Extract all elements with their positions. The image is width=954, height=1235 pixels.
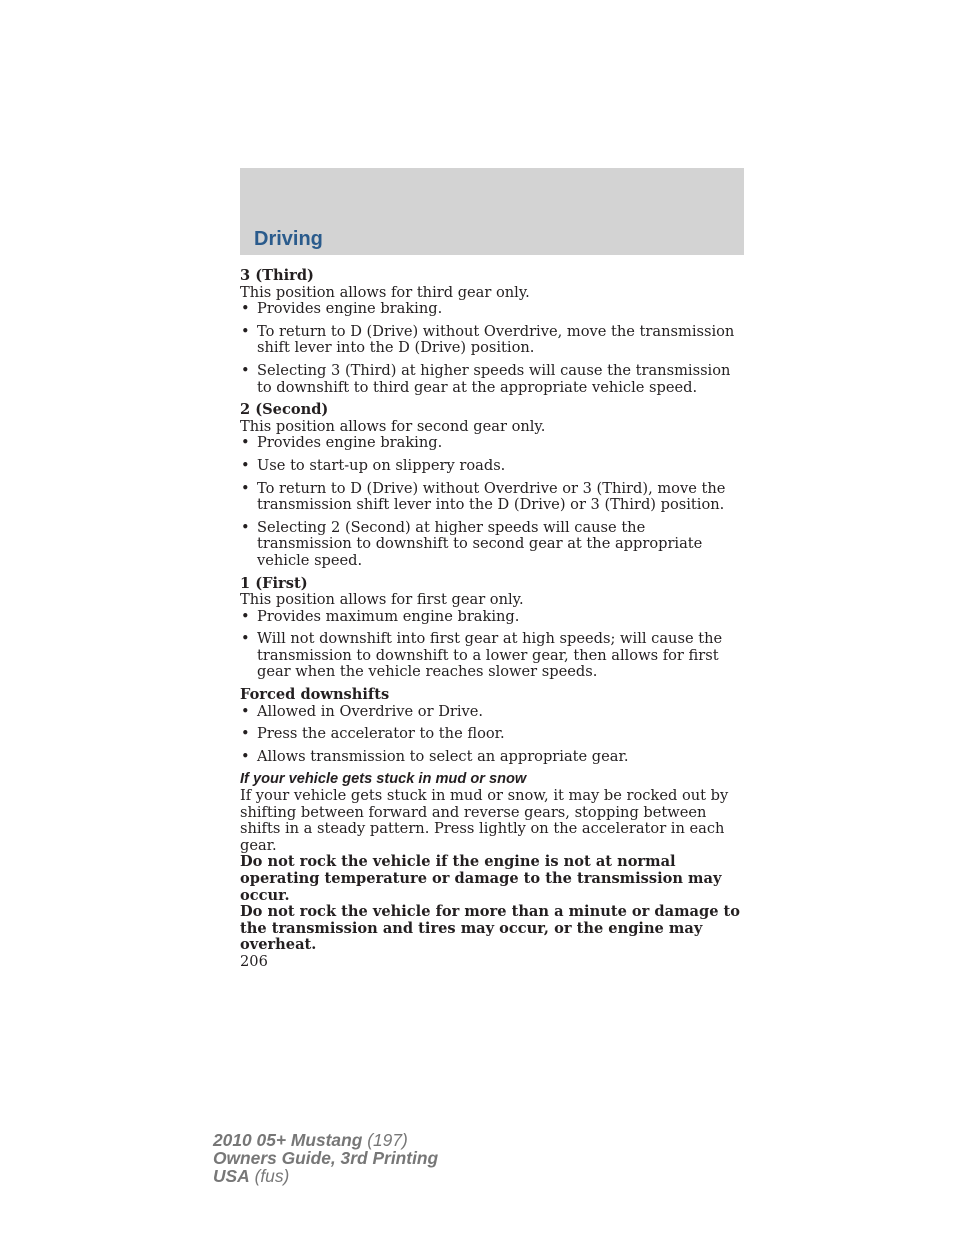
bullet-dot-icon: • bbox=[241, 479, 250, 497]
subsection-heading: If your vehicle gets stuck in mud or snow bbox=[240, 771, 527, 788]
section-intro: This position allows for third gear only. bbox=[240, 283, 530, 301]
bullet-item: • Allowed in Overdrive or Drive. bbox=[241, 702, 484, 720]
bullet-dot-icon: • bbox=[241, 725, 250, 743]
section-heading: 3 (Third) bbox=[240, 267, 314, 284]
section-stuck-in-mud bbox=[240, 771, 744, 954]
bullet-dot-icon: • bbox=[241, 702, 250, 720]
bullet-item: • Will not downshift into first gear at high speeds; will cause the transmission to downshift to a lower gear, then allows for first gear when the vehicle reaches slower speeds. bbox=[241, 630, 723, 681]
mud-body-text: If your vehicle gets stuck in mud or snow, it may be rocked out by shifting between forward and reverse gears, stopping between shifts in a steady pattern. Press lightly on the accelerator in each gear. bbox=[240, 787, 729, 854]
bullet-item: • Provides maximum engine braking. bbox=[241, 607, 520, 625]
bullet-item: • Provides engine braking. bbox=[241, 434, 443, 452]
bullet-dot-icon: • bbox=[241, 747, 250, 765]
bullet-dot-icon: • bbox=[241, 322, 250, 340]
page-content bbox=[240, 268, 744, 971]
bullet-dot-icon: • bbox=[241, 607, 250, 625]
section-heading: 1 (First) bbox=[240, 574, 308, 592]
bullet-dot-icon: • bbox=[241, 434, 250, 452]
footer-line-guide: Owners Guide, 3rd Printing bbox=[213, 1148, 439, 1168]
section-intro: This position allows for first gear only. bbox=[240, 591, 524, 609]
warning-text: Do not rock the vehicle for more than a minute or damage to the transmission and tires may occur, or the engine may overheat. bbox=[240, 903, 741, 954]
bullet-item: • Press the accelerator to the floor. bbox=[241, 725, 505, 743]
section-intro: This position allows for second gear only. bbox=[240, 417, 546, 435]
bullet-dot-icon: • bbox=[241, 300, 250, 318]
bullet-item: • To return to D (Drive) without Overdrive or 3 (Third), move the transmission shift lever into the D (Drive) or 3 (Third) position. bbox=[241, 479, 726, 514]
bullet-dot-icon: • bbox=[241, 361, 250, 379]
section-heading: Forced downshifts bbox=[240, 686, 390, 704]
bullet-dot-icon: • bbox=[241, 456, 250, 474]
page-number: 206 bbox=[240, 952, 268, 970]
section-header-band bbox=[240, 168, 744, 255]
section-heading: 2 (Second) bbox=[240, 401, 329, 419]
section-first-gear bbox=[240, 576, 744, 682]
section-second-gear bbox=[240, 402, 744, 569]
warning-text: Do not rock the vehicle if the engine is not at normal operating temperature or damage to the transmission may occur. bbox=[240, 853, 722, 904]
bullet-item: • Use to start-up on slippery roads. bbox=[241, 456, 506, 474]
section-third-gear bbox=[240, 268, 744, 396]
section-title: Driving bbox=[254, 228, 323, 250]
bullet-item: • To return to D (Drive) without Overdrive, move the transmission shift lever into the D (Drive) position. bbox=[241, 322, 735, 357]
bullet-item: • Allows transmission to select an appropriate gear. bbox=[241, 747, 629, 765]
document-footer bbox=[213, 1131, 438, 1185]
bullet-dot-icon: • bbox=[241, 518, 250, 536]
bullet-item: • Selecting 2 (Second) at higher speeds will cause the transmission to downshift to second gear at the appropriate vehicle speed. bbox=[241, 518, 703, 569]
footer-line-model: 2010 05+ Mustang (197) bbox=[213, 1130, 408, 1150]
footer-line-market: USA (fus) bbox=[213, 1166, 290, 1186]
bullet-dot-icon: • bbox=[241, 630, 250, 648]
bullet-item: • Selecting 3 (Third) at higher speeds will cause the transmission to downshift to third gear at the appropriate vehicle speed. bbox=[241, 361, 731, 396]
section-forced-downshifts bbox=[240, 687, 744, 765]
bullet-item: • Provides engine braking. bbox=[241, 300, 443, 318]
